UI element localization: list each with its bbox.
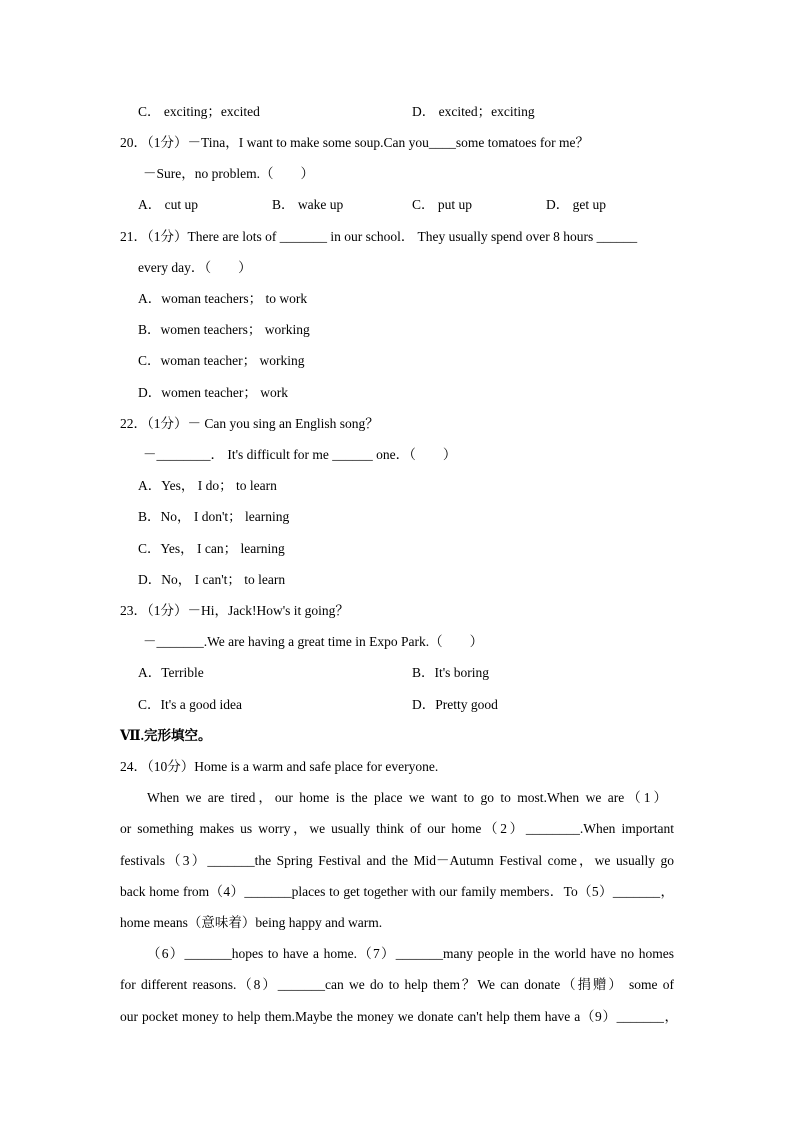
q22-reply: －________． It's difficult for me ______ one．（ ）: [143, 447, 457, 462]
q24-stem: 24．（10分）Home is a warm and safe place for everyone.: [120, 759, 439, 774]
q21-option-d: D．women teacher； work: [138, 385, 288, 400]
q22-option-d: D．No， I can't； to learn: [138, 572, 286, 587]
q24-passage-line: or something makes us worry，we usually think of our home（2）________.When important: [120, 821, 674, 836]
q22-option-c: C．Yes， I can； learning: [138, 541, 285, 556]
q23-option-a: A．Terrible: [138, 665, 204, 680]
q23-option-d: D．Pretty good: [412, 697, 498, 712]
q20-option-b: B． wake up: [272, 197, 344, 212]
q20-option-a: A． cut up: [138, 197, 198, 212]
q23-option-b: B．It's boring: [412, 665, 490, 680]
q21-stem-continued: every day．（ ）: [138, 260, 252, 275]
q21-option-b: B．women teachers； working: [138, 322, 310, 337]
q20-reply: －Sure，no problem.（ ）: [143, 166, 314, 181]
q23-option-c: C．It's a good idea: [138, 697, 243, 712]
q23-stem: 23．（1分）－Hi，Jack!How's it going？: [120, 603, 349, 618]
q24-passage-line: （6）_______hopes to have a home.（7）_______many people in the world have no homes: [147, 946, 674, 961]
q19-option-d: D． excited；exciting: [412, 104, 535, 119]
q21-stem: 21．（1分）There are lots of _______ in our school． They usually spend over 8 hours ______: [120, 229, 638, 244]
q24-passage-line: festivals（3）_______the Spring Festival and the Mid－Autumn Festival come，we usually go: [120, 853, 674, 868]
q24-passage-line: for different reasons.（8）_______can we do to help them？We can donate（捐赠） some of: [120, 977, 674, 992]
q24-passage-line: our pocket money to help them.Maybe the money we donate can't help them have a（9）_______，: [120, 1009, 678, 1024]
q20-option-c: C． put up: [412, 197, 473, 212]
q24-passage-line: back home from（4）_______places to get together with our family members．To（5）_______，: [120, 884, 674, 899]
q21-option-a: A．woman teachers； to work: [138, 291, 308, 306]
q22-option-a: A．Yes， I do； to learn: [138, 478, 277, 493]
q24-passage-line: home means（意味着）being happy and warm.: [120, 915, 383, 930]
q23-reply: －_______.We are having a great time in Expo Park.（ ）: [143, 634, 484, 649]
q22-stem: 22．（1分）－ Can you sing an English song？: [120, 416, 379, 431]
q24-passage-line: When we are tired，our home is the place we want to go to most.When we are（1）: [147, 790, 667, 805]
section-heading: Ⅶ.完形填空。: [120, 728, 212, 743]
q20-option-d: D． get up: [546, 197, 606, 212]
q21-option-c: C．woman teacher； working: [138, 353, 305, 368]
q20-stem: 20．（1分）－Tina，I want to make some soup.Can you____some tomatoes for me？: [120, 135, 589, 150]
q22-option-b: B．No， I don't； learning: [138, 509, 290, 524]
q19-option-c: C． exciting；excited: [138, 104, 260, 119]
